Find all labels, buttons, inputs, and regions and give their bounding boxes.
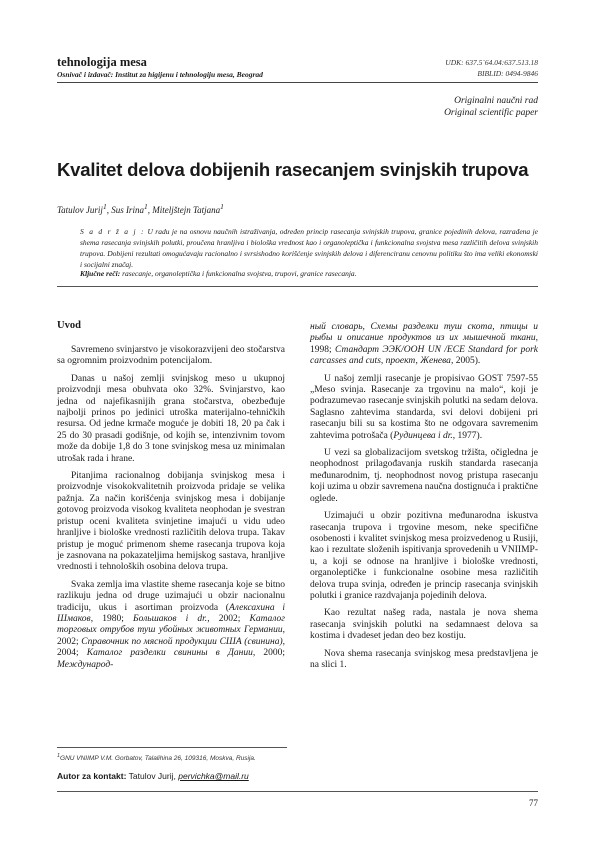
paragraph (57, 580, 285, 671)
citation: Большаков і dr. (133, 613, 208, 624)
citation: Стандарт ЭЭК/ООН UN /ECE Standard for pork carcasses and cuts, проект, Женева (310, 344, 539, 367)
footnote-marker: 1 (57, 753, 61, 759)
paragraph: U vezi sa globalizacijom svetskog tržišta, očigledna je neophodnost prilagođavanja ruskih standarda rasecanja međunarodnim, tj. neophodnost novog pristupa rasecanju koji uzima u obzir savremena naučna dostignuća i praktične oglede. (310, 448, 538, 504)
contact-name: Tatulov Jurij, (128, 771, 176, 781)
citation: Каталог разделки свинины в Дании (86, 648, 253, 659)
email-link[interactable]: pervichka@mail.ru (178, 771, 249, 781)
left-column (57, 345, 285, 677)
citation: Рудинцева і dr. (393, 430, 453, 441)
paragraph-text: , 2002; (207, 613, 250, 624)
abstract-label: S a d r ž a j : (80, 227, 145, 236)
header-divider (57, 82, 538, 83)
paragraph-text: U našoj zemlji rasecanje je propisivao GOST 7597-55 „Meso svinja. Rasecanje za trgovinu na malo“, koji je podrazumevao rasecanje svinjskih polutki na sedam delova. Saglasno zahtevima standarda, svi delovi dobijeni pri rasecanju bili su sa kostima što ne odgovara savremenim zahtevima potrošača ( (310, 373, 538, 441)
paragraph-text: , 2005). (450, 356, 481, 367)
author-name: Sus Irina (111, 205, 144, 215)
paragraph-text: , 2002; (57, 625, 285, 647)
paragraph-text: , 2004; (57, 636, 285, 659)
abstract-divider (57, 286, 538, 287)
section-heading: Uvod (57, 320, 81, 331)
paragraph-text: , 2000; (252, 648, 286, 659)
author-affil: 1 (102, 202, 107, 211)
author-list: Tatulov Jurij$^1$, Sus Irina$^1$, Miteljštejn Tatjana$^1$ (57, 202, 224, 215)
paper-type-sr: Originalni naučni rad (454, 96, 538, 106)
author-affil: 1 (220, 202, 224, 211)
journal-title: tehnologija mesa (57, 55, 147, 69)
paragraph (310, 374, 538, 442)
paragraph: Danas u našoj zemlji svinjskog meso u ukupnoj proizvodnji mesa obuhvata oko 32%. Svinjarstvo, kao jedna od najefikasnijih grana stočarstva, obezbeđuje najbolji prinos po jedinici utroška materijalno-tehničkih resursa. Od jedne krmače moguće je dobiti 18, 20 pa čak i 25 do 30 prasadi godišnje, od kojih se, intenzivnim tovom može da dobije 1,8 do 3 tone svinjskog mesa uz minimalan utrošak rada i hrane. (57, 373, 285, 464)
paper-type (444, 95, 538, 119)
abstract-text: U radu je na osnovu naučnih istraživanja, određen princip rasecanja svinjskih trupova, granice pojedinih delova, razrađena je shema rasecanja svinjskih polutki, proučena hranljiva i biološka vrednost kao i organoleptička i funkcionalna svojstva mesa različitih delova svinjskih trupova. Dobijeni rezultati omogućavaju racionalno i svrsishodno korišćenje svinjskih delova i diferenciranu cenovnu politiku što ima veliki ekonomski i socijalni značaj. (80, 227, 539, 269)
citation: Алексахина і Шмаков (57, 602, 285, 624)
paragraph-text: , 1980; (90, 613, 134, 624)
contact-author (57, 771, 249, 781)
paragraph-text: , 1977). (452, 430, 483, 441)
author-name: Miteljštejn Tatjana (152, 205, 221, 215)
keywords-label: Ključne reči: (80, 269, 121, 278)
paragraph: Pitanjima racionalnog dobijanja svinjskog mesa i proizvodnje visokokvalitetnih proizvoda pridaje se velika pažnja. Za način korišćenja svinjskog mesa i dobijanje gotovog proizvoda visokog kvaliteta neophodan je svestran pristup oceni kvaliteta svinjetine imajući u vidu udeo hranljive i biološke vrednosti različitih delova trupa. Takav pristup je moguć primenom sheme rasecanja trupova koja je zasnovana na pokazateljima hemijskog sastava, hranljive vrednosti i tehnoloških osobina delova trupa. (57, 471, 285, 573)
bibid-code: BIBLID: 0494-9846 (477, 69, 538, 78)
contact-label: Autor za kontakt: (57, 771, 127, 781)
right-column (310, 322, 538, 677)
citation: Каталог торговых отрубов туш убойных животных Германии (57, 613, 286, 636)
footnote (57, 753, 256, 762)
footnote-text: GNU VNIIMP V.M. Gorbatov, Talalihina 26, 109316, Moskva, Rusija. (60, 755, 256, 763)
paragraph (310, 322, 538, 368)
paper-type-en: Original scientific paper (444, 108, 538, 118)
paragraph-text: , 1998; (310, 333, 538, 355)
paragraph: Kao rezultat našeg rada, nastala je nova shema rasecanja svinjskih polutki na sedamnaest delova sa kostima i dvadeset jedan deo bez kostiju. (310, 608, 538, 642)
keywords-text: rasecanje, organoleptička i funkcionalna svojstva, trupovi, granice rasecanja. (122, 269, 357, 278)
paragraph: Nova shema rasecanja svinjskog mesa predstavljena je na slici 1. (310, 648, 538, 670)
citation: ный словарь, Схемы разделки туш скота, птицы и рыбы и описание продуктов из их мышечной ткани (310, 322, 538, 344)
abstract (80, 226, 538, 270)
article-title: Kvalitet delova dobijenih rasecanjem svinjskih trupova (57, 159, 529, 180)
author-name: Tatulov Jurij (57, 205, 103, 215)
page-number: 77 (529, 798, 538, 808)
publisher-line: Osnivač i izdavač: Institut za higijenu i tehnologiju mesa, Beograd (57, 70, 263, 79)
udk-code: UDK: 637.5´64.04:637.513.18 (445, 58, 538, 67)
paragraph: Savremeno svinjarstvo je visokorazvijeni deo stočarstva sa ogromnim proizvodnim potencijalom. (57, 345, 285, 367)
footnote-divider (57, 747, 287, 748)
paragraph: Uzimajući u obzir pozitivna međunarodna iskustva rasecanja trupova i trgovine mesom, neke specifične osobenosti i kvalitet svinjskog mesa proizvedenog u Rusiji, kao i rezultate složenih ispitivanja sprovedenih u VNIIMP-u, a koji se odnose na hranljive i biološke vrednosti, organoleptičke i funkcionalne osobine mesa različitih delova trupa svinja, određen je princip rasecanja svinjskih polutki i granice razdvajanja pojedinih delova. (310, 511, 538, 601)
keywords (80, 268, 538, 279)
citation: Международ- (57, 659, 114, 670)
author-affil: 1 (143, 202, 148, 211)
paragraph-text: Svaka zemlja ima vlastite sheme rasecanja koje se bitno razlikuju jedna od druge uzimajući u obzir nacionalnu tradiciju, ukus i asortiman proizvoda ( (57, 579, 285, 613)
footer-divider (57, 791, 538, 792)
citation: Справочник по мясной продукции США (свинина) (81, 636, 283, 647)
